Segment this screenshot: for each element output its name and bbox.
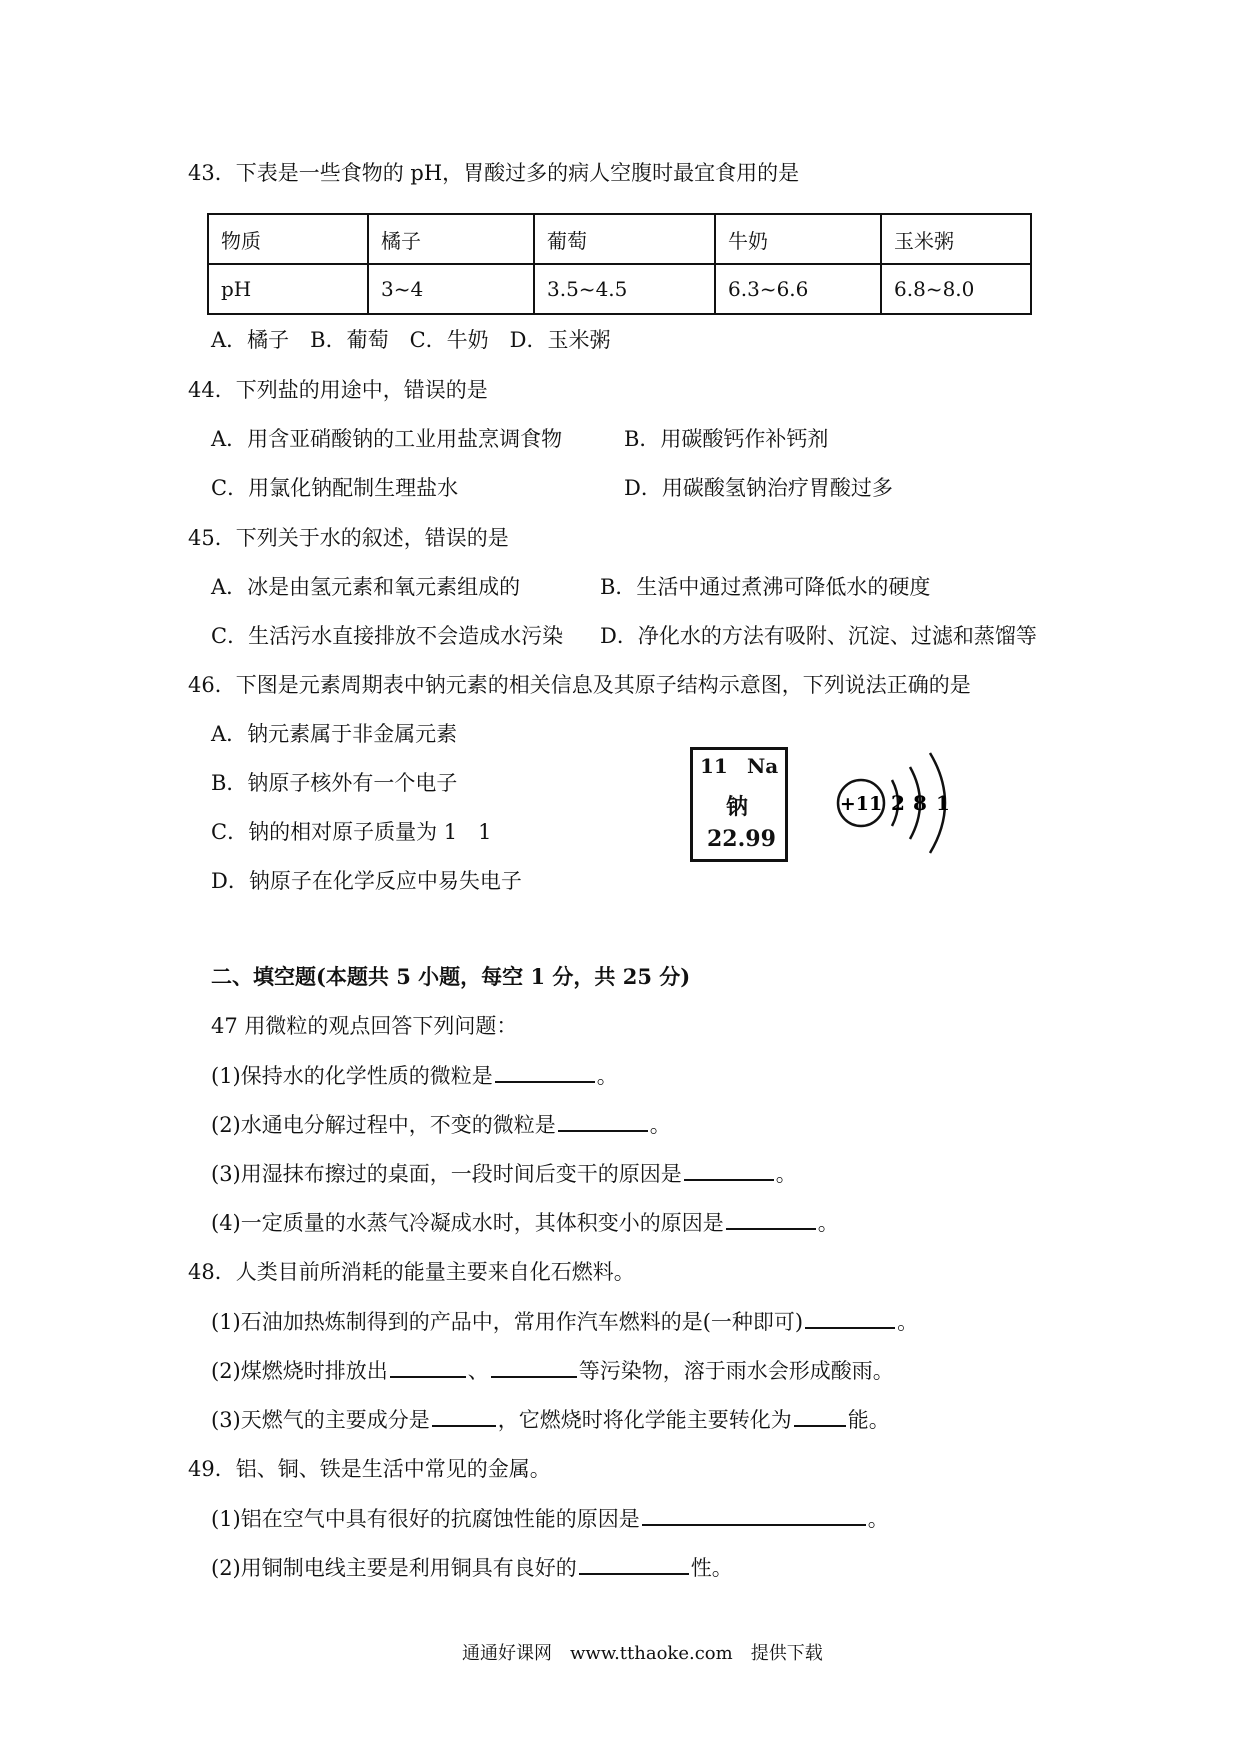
table-cell: 3.5~4.5 — [534, 264, 715, 314]
q46-option-c: C．钠的相对原子质量为 1 1 — [211, 820, 492, 844]
item-text: 能。 — [847, 1408, 890, 1432]
table-cell: 牛奶 — [715, 214, 881, 264]
item-text: 性。 — [690, 1556, 733, 1580]
table-row — [208, 264, 1031, 314]
section-title: 二、填空题(本题共 5 小题，每空 1 分，共 25 分) — [211, 964, 691, 989]
q45-option-b: B．生活中通过煮沸可降低水的硬度 — [600, 575, 931, 599]
item-text: 。 — [596, 1064, 618, 1088]
table-cell: pH — [208, 264, 368, 314]
table-cell: 橘子 — [368, 214, 534, 264]
item-text: (1)石油加热炼制得到的产品中，常用作汽车燃料的是(一种即可) — [211, 1310, 804, 1334]
q47-item-2 — [211, 1110, 671, 1139]
q49-stem: 49．铝、铜、铁是生活中常见的金属。 — [188, 1457, 551, 1481]
q43-stem: 43．下表是一些食物的 pH，胃酸过多的病人空腹时最宜食用的是 — [188, 161, 800, 185]
q46-stem: 46．下图是元素周期表中钠元素的相关信息及其原子结构示意图，下列说法正确的是 — [188, 673, 971, 697]
q49-item-1 — [211, 1504, 889, 1533]
q48-item-2 — [211, 1356, 894, 1385]
item-text: 。 — [775, 1162, 797, 1186]
q45-option-a: A．冰是由氢元素和氧元素组成的 — [211, 575, 521, 599]
q47-item-1 — [211, 1061, 618, 1090]
answer-blank[interactable] — [805, 1307, 895, 1329]
item-text: 。 — [817, 1211, 839, 1235]
shell-electrons: 1 — [936, 791, 950, 815]
item-text: 。 — [897, 1310, 919, 1334]
q43-options: A．橘子 B．葡萄 C．牛奶 D．玉米粥 — [211, 328, 611, 352]
q44-option-c: C．用氯化钠配制生理盐水 — [211, 476, 459, 500]
item-text: (3)天燃气的主要成分是 — [211, 1408, 430, 1432]
atom-structure-diagram — [826, 735, 976, 860]
q46-option-b: B．钠原子核外有一个电子 — [211, 771, 458, 795]
table-cell: 玉米粥 — [881, 214, 1031, 264]
answer-blank[interactable] — [558, 1110, 648, 1132]
q44-option-d: D．用碳酸氢钠治疗胃酸过多 — [624, 476, 893, 500]
item-text: 、 — [467, 1359, 489, 1383]
element-name: 钠 — [726, 794, 749, 820]
table-cell: 6.3~6.6 — [715, 264, 881, 314]
answer-blank[interactable] — [491, 1356, 577, 1378]
q48-item-1 — [211, 1307, 918, 1336]
q49-item-2 — [211, 1553, 733, 1582]
item-text: 。 — [649, 1113, 671, 1137]
table-cell: 6.8~8.0 — [881, 264, 1031, 314]
answer-blank[interactable] — [684, 1159, 774, 1181]
answer-blank[interactable] — [579, 1553, 689, 1575]
q46-option-a: A．钠元素属于非金属元素 — [211, 722, 458, 746]
q44-stem: 44．下列盐的用途中，错误的是 — [188, 378, 488, 402]
q44-option-b: B．用碳酸钙作补钙剂 — [624, 427, 829, 451]
element-symbol: Na — [747, 754, 779, 778]
q44-option-a: A．用含亚硝酸钠的工业用盐烹调食物 — [211, 427, 563, 451]
q48-stem: 48．人类目前所消耗的能量主要来自化石燃料。 — [188, 1260, 635, 1284]
shell-electrons: 2 — [891, 791, 905, 815]
answer-blank[interactable] — [642, 1504, 866, 1526]
answer-blank[interactable] — [390, 1356, 466, 1378]
table-cell: 葡萄 — [534, 214, 715, 264]
answer-blank[interactable] — [794, 1405, 846, 1427]
item-text: (1)铝在空气中具有很好的抗腐蚀性能的原因是 — [211, 1507, 640, 1531]
item-text: 。 — [867, 1507, 889, 1531]
q47-item-4 — [211, 1208, 839, 1237]
item-text: ，它燃烧时将化学能主要转化为 — [497, 1408, 792, 1432]
table-cell: 3~4 — [368, 264, 534, 314]
q45-option-c: C．生活污水直接排放不会造成水污染 — [211, 624, 564, 648]
item-text: (3)用湿抹布擦过的桌面，一段时间后变干的原因是 — [211, 1162, 682, 1186]
q45-option-d: D．净化水的方法有吸附、沉淀、过滤和蒸馏等 — [600, 624, 1037, 648]
q45-stem: 45．下列关于水的叙述，错误的是 — [188, 526, 509, 550]
item-text: (2)水通电分解过程中，不变的微粒是 — [211, 1113, 556, 1137]
item-text: (2)煤燃烧时排放出 — [211, 1359, 388, 1383]
q48-item-3 — [211, 1405, 890, 1434]
answer-blank[interactable] — [432, 1405, 496, 1427]
q47-item-3 — [211, 1159, 797, 1188]
nucleus-charge: +11 — [839, 793, 883, 815]
table-row — [208, 214, 1031, 264]
q46-option-d: D．钠原子在化学反应中易失电子 — [211, 869, 522, 893]
table-cell: 物质 — [208, 214, 368, 264]
item-text: (1)保持水的化学性质的微粒是 — [211, 1064, 493, 1088]
answer-blank[interactable] — [495, 1061, 595, 1083]
item-text: 等污染物，溶于雨水会形成酸雨。 — [578, 1359, 894, 1383]
q47-stem: 47 用微粒的观点回答下列问题： — [211, 1014, 518, 1038]
atomic-mass: 22.99 — [707, 826, 776, 852]
ph-table — [207, 213, 1032, 315]
item-text: (4)一定质量的水蒸气冷凝成水时，其体积变小的原因是 — [211, 1211, 724, 1235]
item-text: (2)用铜制电线主要是利用铜具有良好的 — [211, 1556, 577, 1580]
shell-electrons: 8 — [913, 791, 927, 815]
periodic-table-cell — [690, 747, 788, 862]
answer-blank[interactable] — [726, 1208, 816, 1230]
atomic-number: 11 — [700, 754, 728, 778]
page-footer: 通通好课网 www.tthaoke.com 提供下载 — [462, 1643, 823, 1664]
